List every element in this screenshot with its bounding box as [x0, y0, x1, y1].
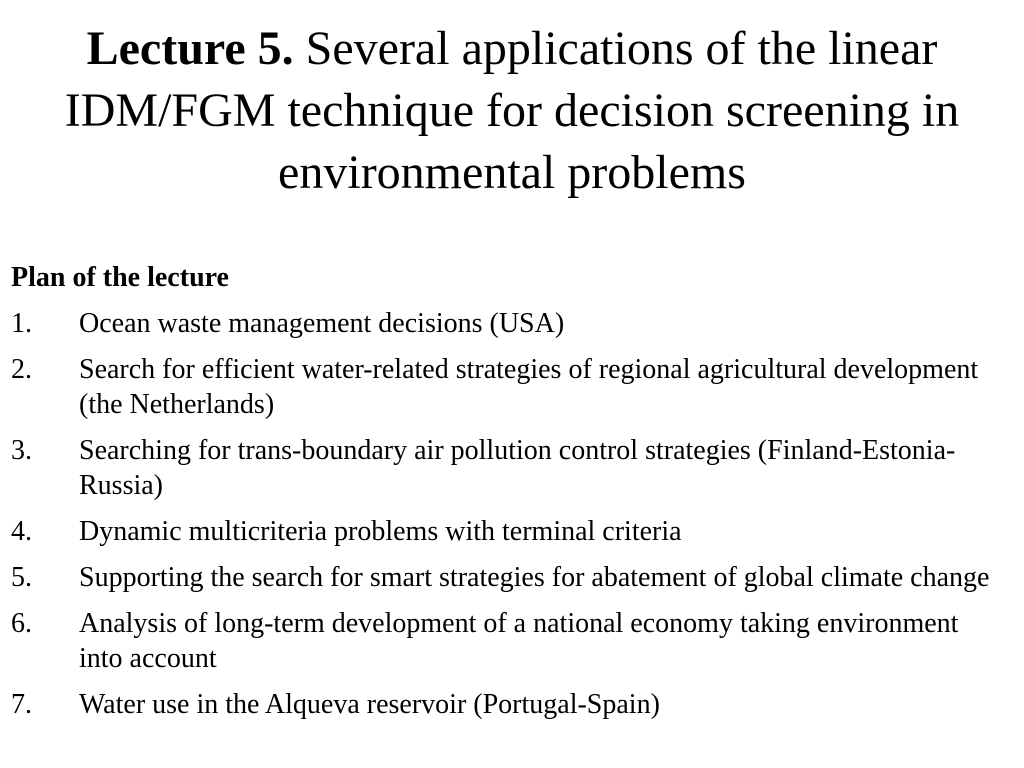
plan-heading: Plan of the lecture	[11, 262, 229, 293]
item-number: 3.	[11, 435, 32, 466]
item-number: 5.	[11, 562, 32, 593]
list-item	[11, 352, 1001, 422]
item-text: Supporting the search for smart strategies for abatement of global climate change	[79, 562, 990, 593]
item-number: 1.	[11, 308, 32, 339]
list-item	[11, 606, 1001, 676]
list-item	[11, 560, 1001, 595]
item-number: 7.	[11, 689, 32, 720]
item-text: Dynamic multicriteria problems with terminal criteria	[79, 516, 682, 547]
item-text: Search for efficient water-related strategies of regional agricultural development (the Netherlands)	[79, 354, 979, 420]
item-text: Ocean waste management decisions (USA)	[79, 308, 565, 339]
item-text: Searching for trans-boundary air pollution control strategies (Finland-Estonia-Russia)	[79, 435, 956, 501]
item-text: Water use in the Alqueva reservoir (Portugal-Spain)	[79, 689, 660, 720]
list-item	[11, 433, 1001, 503]
list-item	[11, 687, 1001, 722]
item-text: Analysis of long-term development of a national economy taking environment into account	[79, 608, 959, 674]
plan-list	[11, 306, 1001, 733]
list-item	[11, 514, 1001, 549]
item-number: 2.	[11, 354, 32, 385]
item-number: 4.	[11, 516, 32, 547]
slide-title	[20, 18, 1004, 204]
list-item	[11, 306, 1001, 341]
item-number: 6.	[11, 608, 32, 639]
title-rest: Several applications of the linear IDM/FGM technique for decision screening in environmental problems	[64, 22, 960, 199]
title-lead: Lecture 5.	[86, 22, 294, 75]
